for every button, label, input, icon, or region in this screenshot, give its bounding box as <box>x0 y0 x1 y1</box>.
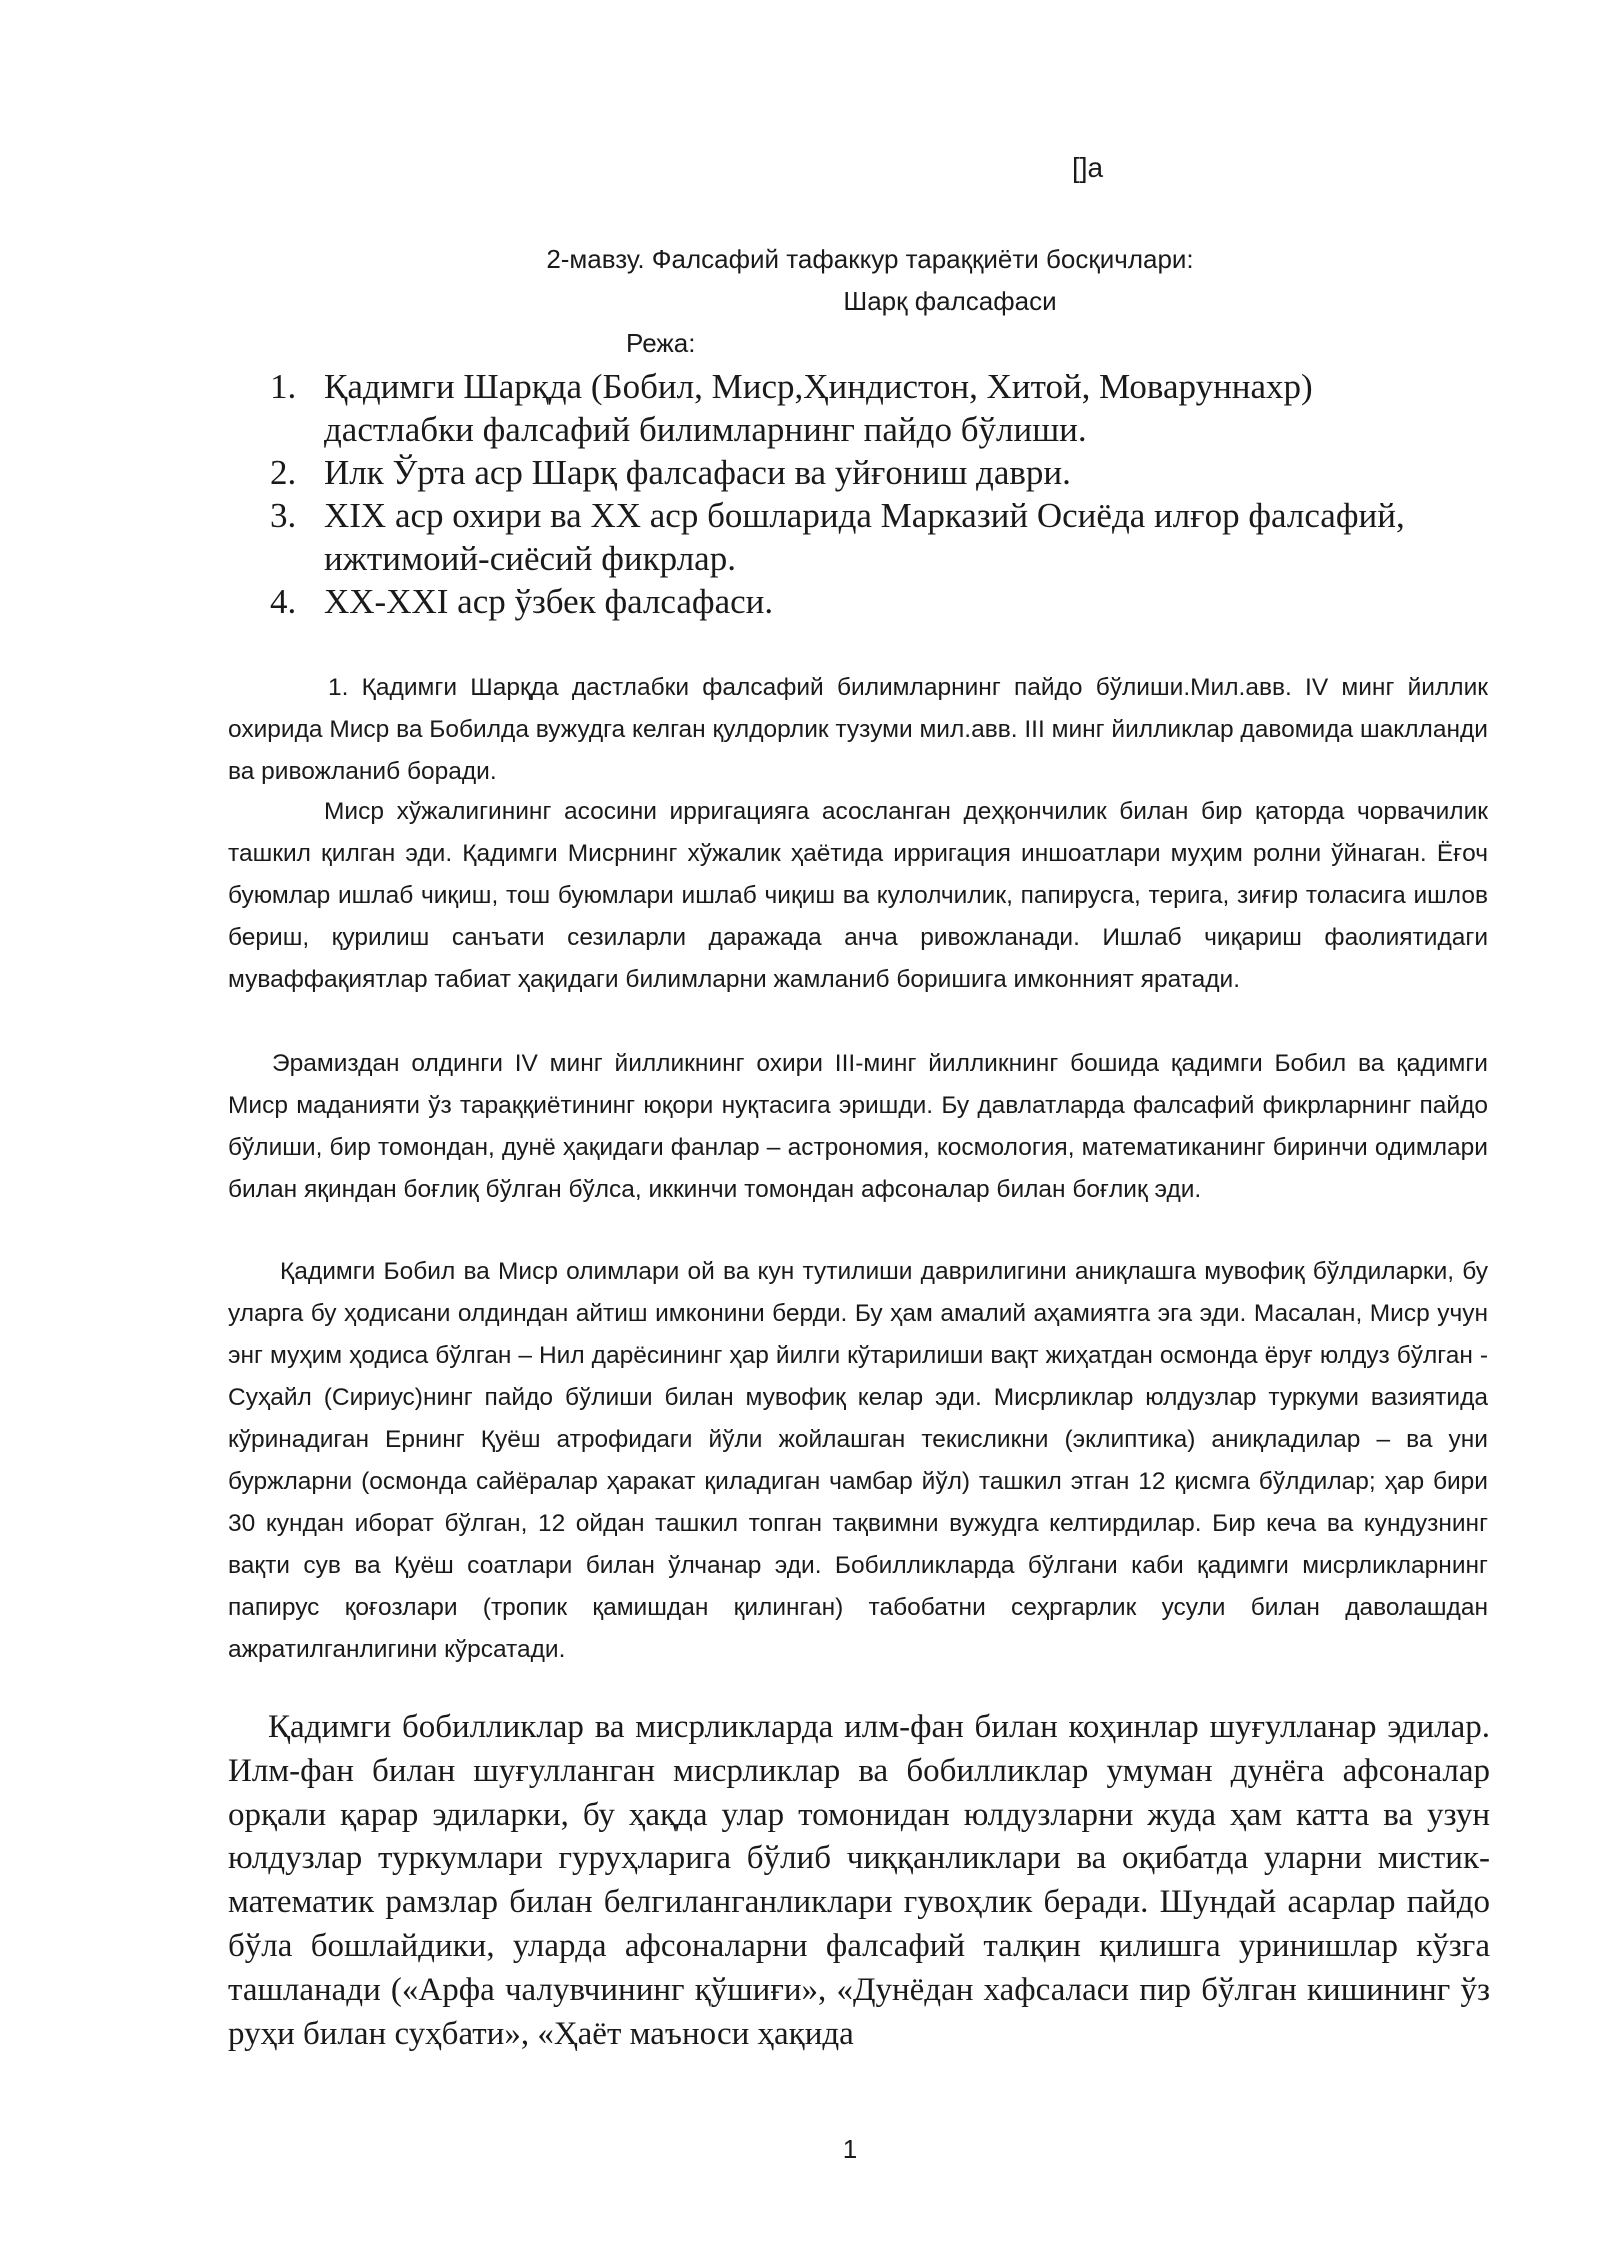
plan-item <box>270 494 1420 580</box>
plan-item-number: 3. <box>270 496 297 535</box>
paragraph-astronomy: Қадимги Бобил ва Миср олимлари ой ва кун тутилиши даврилигини аниқлашга мувофиқ бўлдиларки, бу уларга бу ҳодисани олдиндан айтиш имконини берди. Бу ҳам амалий аҳамиятга эга эди. Масалан, Миср учун энг муҳим ҳодиса бўлган – Нил дарёсининг ҳар йилги кўтарилиши вақт жиҳатдан осмонда ёруғ юлдуз бўлган - Суҳайл (Сириус)нинг пайдо бўлиши билан мувофиқ келар эди. Мисрликлар юлдузлар туркуми вазиятида кўринадиган Ернинг Қуёш атрофидаги йўли жойлашган текисликни (эклиптика) аниқладилар – ва уни буржларни (осмонда сайёралар ҳаракат қиладиган чамбар йўл) ташкил этган 12 қисмга бўлдилар; ҳар бири 30 кундан иборат бўлган, 12 ойдан ташкил топган тақвимни вужудга келтирдилар. Бир кеча ва кундузнинг вақти сув ва Қуёш соатлари билан ўлчанар эди. Бобилликларда бўлгани каби қадимги мисрликларнинг папирус қоғозлари (тропик қамишдан қилинган) табобатни сеҳргарлик усули билан даволашдан ажратилганлигини кўрсатади. <box>228 1258 1488 1663</box>
plan-item-number: 4. <box>270 582 297 621</box>
plan-item-number: 1. <box>270 367 297 406</box>
plan-item <box>270 451 1420 494</box>
header-mark: []а <box>1072 152 1104 183</box>
plan-item-text: XIX аср охири ва XX аср бошларида Марказий Осиёда илғор фалсафий, ижтимоий-сиёсий фикрлар. <box>324 496 1405 578</box>
plan-label: Режа: <box>626 328 696 358</box>
plan-item <box>270 580 1420 623</box>
topic-subtitle: Шарқ фалсафаси <box>843 286 1057 316</box>
page-number: 1 <box>842 2134 858 2164</box>
paragraph-priests: Қадимги бобилликлар ва мисрликларда илм-фан билан коҳинлар шуғулланар эдилар. Илм-фан билан шуғулланган мисрликлар ва бобилликлар умуман дунёга афсоналар орқали қарар эдиларки, бу ҳақда улар томонидан юлдузларни жуда ҳам катта ва узун юлдузлар туркумлари гуруҳларига бўлиб чиққанликлари ва оқибатда уларни мистик-математик рамзлар билан белгиланганликлари гувоҳлик беради. Шундай асарлар пайдо бўла бошлайдики, уларда афсоналарни фалсафий талқин қилишга уринишлар кўзга ташланади («Арфа чалувчининг қўшиғи», «Дунёдан хафсаласи пир бўлган кишининг ўз руҳи билан суҳбати», «Ҳаёт маъноси ҳақида <box>228 1709 1490 2052</box>
plan-item-text: Қадимги Шарқда (Бобил, Миср,Ҳиндистон, Хитой, Моваруннахр) дастлабки фалсафий билимларнинг пайдо бўлиши. <box>324 367 1313 449</box>
plan-item-text: XX-XXI аср ўзбек фалсафаси. <box>324 582 774 621</box>
paragraph-intro: 1. Қадимги Шарқда дастлабки фалсафий билимларнинг пайдо бўлиши.Мил.авв. IV минг йиллик охирида Миср ва Бобилда вужудга келган қулдорлик тузуми мил.авв. III минг йилликлар давомида шаклланди ва ривожланиб боради. <box>228 674 1488 785</box>
plan-item <box>270 365 1420 451</box>
plan-item-number: 2. <box>270 453 297 492</box>
topic-title: 2-мавзу. Фалсафий тафаккур тараққиёти босқичлари: <box>546 244 1194 274</box>
plan-item-text: Илк Ўрта аср Шарқ фалсафаси ва уйғониш даври. <box>324 453 1071 492</box>
plan-list <box>270 365 1420 623</box>
paragraph-babylon-egypt-culture: Эрамиздан олдинги IV минг йилликнинг охири III-минг йилликнинг бошида қадимги Бобил ва қадимги Миср маданияти ўз тараққиётининг юқори нуқтасига эришди. Бу давлатларда фалсафий фикрларнинг пайдо бўлиши, бир томондан, дунё ҳақидаги фанлар – астрономия, космология, математиканинг биринчи одимлари билан яқиндан боғлиқ бўлган бўлса, иккинчи томондан афсоналар билан боғлиқ эди. <box>228 1050 1488 1203</box>
paragraph-egypt-economy: Миср хўжалигининг асосини ирригацияга асосланган деҳқончилик билан бир қаторда чорвачилик ташкил қилган эди. Қадимги Мисрнинг хўжалик ҳаётида ирригация иншоатлари муҳим ролни ўйнаган. Ёғоч буюмлар ишлаб чиқиш, тош буюмлари ишлаб чиқиш ва кулолчилик, папирусга, терига, зиғир толасига ишлов бериш, қурилиш санъати сезиларли даражада анча ривожланади. Ишлаб чиқариш фаолиятидаги муваффақиятлар табиат ҳақидаги билимларни жамланиб боришига имконният яратади. <box>228 798 1488 993</box>
